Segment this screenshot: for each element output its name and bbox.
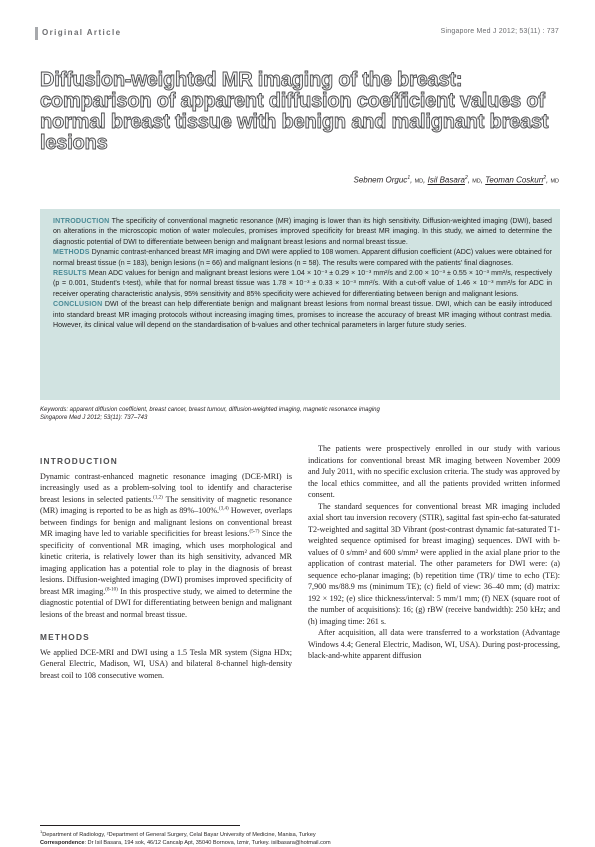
abstract-label: METHODS [53,249,90,257]
body-column-left [40,456,292,681]
section-heading: INTRODUCTION [40,456,119,466]
body-paragraph: After acquisition, all data were transferred to a workstation (Advantage Windows 4.4; General Electric, Madison, WI, USA). During post-processing, black-and-white apparent diffusion [308,628,560,660]
intro-paragraph: Dynamic contrast-enhanced magnetic resonance imaging (DCE-MRI) is increasingly used as a problem-solving tool to identify and characterise breast lesions in selected patients.$^{(1,2)}$ The sensitivity of magnetic resonance (MR) imaging is reported to be as high as 89%–100%.$^{(3,4)}$ However, overlaps between findings for benign and malignant lesions on conventional breast MR imaging have led to variable specificities for breast lesions.$^{(5-7)}$ Since the specificity of conventional MR imaging, which uses morphological and kinetic criteria, is relatively lower than its high sensitivity, advanced MR imaging application has a potential role to play in the diagnosis of breast lesions. Diffusion-weighted imaging (DWI) promises improved specificity of breast MR imaging.$^{(8-10)}$ In this prospective study, we aimed to determine the diagnostic potential of DWI for differentiating between benign and malignant lesions of the breast and normal breast tissue. [40,471,292,619]
abstract-results: RESULTS Mean ADC values for benign and malignant breast lesions were 1.04 × 10⁻³ ± 0.29 × 10⁻³ mm²/s and 2.00 × 10⁻³ ± 0.55 × 10⁻³ mm²/s, respectively (p = 0.001, Student's t-test), while that for normal breast tissue was 1.78 × 10⁻³ ± 0.33 × 10⁻³ mm²/s. With a cut-off value of 1.46 × 10⁻³ mm²/s for ADC in receiver operating characteristic analysis, 95% sensitivity and 85% specificity were achieved for differentiating between benign and malignant lesions. [53,270,553,298]
citation-ref: (5-7) [249,529,260,535]
citation-ref: (1,2) [153,494,163,500]
keywords: Keywords: apparent diffusion coefficient, breast cancer, breast tumour, diffusion-weighted imaging, magnetic resonance imaging [40,407,380,413]
article-title: Diffusion-weighted MR imaging of the breast: comparison of apparent diffusion coefficient values of normal breast tissue with benign and malignant breast lesions [40,69,549,154]
author-name: Sebnem Orguc [353,175,408,185]
body-column-right [308,443,560,662]
author-degree: MD [414,178,424,185]
footnote-divider [40,825,240,826]
citation-ref: (8-10) [105,586,118,592]
abstract-box [40,209,560,400]
abstract-introduction: INTRODUCTION The specificity of conventional magnetic resonance (MR) imaging is lower than its high sensitivity. Diffusion-weighted imaging (DWI), based on alterations in the microscopic motion of water molecules, promises improved specificity for breast MR imaging. In this study, we aimed to determine the diagnostic potential of DWI to differentiate between benign and malignant breast lesions and normal breast tissue. [53,218,552,246]
methods-paragraph: We applied DCE-MRI and DWI using a 1.5 Tesla MR system (Signa HDx; General Electric, Madison, WI, USA) and bilateral 8-channel high-density breast coil to 108 consecutive women. [40,647,292,680]
abstract-methods: METHODS Dynamic contrast-enhanced breast MR imaging and DWI were applied to 108 women. Apparent diffusion coefficient (ADC) values were obtained for normal breast tissue (n = 183), benign lesions (n = 66) and malignant lesions (n = 58). The results were compared with the patients' final diagnoses. [53,249,552,267]
body-paragraph: The patients were prospectively enrolled in our study with various indications for conventional breast MR imaging between November 2009 and July 2011, with no specific exclusion criteria. The study was approved by the local ethics committee, and all the patients provided written informed consent. [308,444,560,499]
body-paragraph: The standard sequences for conventional breast MR imaging included axial short tau inversion recovery (STIR), sagittal fast spin-echo fat-saturated T2-weighted and sagittal 3D Vibrant (post-contrast dynamic fat-saturated T1-weighted sequence optimised for breast imaging) sequences. DWI with b-values of 0 s/mm² and 600 s/mm² were applied in the axial plane prior to the application of contrast material. The other parameters for DWI were: (a) sequence echo-planar imaging; (b) repetition time (TR)/ time to echo (TE): 7,900 ms/88.9 ms (minimum TE); (c) field of view: 36–40 mm; (d) matrix: 192 × 192; (e) slice thickness/interval: 5 mm/1 mm; (f) NEX (square root of the number of acquisitions): 16; (g) rBW (receive bandwidth): 250 kHz; and (h) imaging time: 261 s. [308,501,560,626]
author-affiliation-mark: 2 [464,175,468,181]
correspondence-note: Correspondence: Dr Isil Basara, 194 sok, 46/12 Cancalp Apt, 35040 Bornova, Izmir, Turkey. isilbasara@hotmail.com [40,839,331,846]
journal-reference: Singapore Med J 2012; 53(11) : 737 [440,28,559,35]
author-affiliation-mark: 2 [543,175,546,181]
footnotes [40,828,560,847]
abstract-label: CONCLUSION [53,301,103,309]
citation-ref: (3,4) [219,506,229,512]
keywords-block [40,406,560,422]
abstract-label: RESULTS [53,270,87,278]
header-accent-bar [35,27,38,40]
author-name: Isil Basara [427,175,465,185]
abstract-label: INTRODUCTION [53,218,110,225]
author-degree: MD [550,178,559,185]
citation: Singapore Med J 2012; 53(11): 737–743 [40,415,148,421]
author-degree: MD [472,178,481,185]
author-list: Sebnem Orguc$^1$, MD, Isil Basara$^2$, MD, Teoman Coskun$^2$, MD [353,175,559,185]
author-affiliation-mark: 1 [407,175,411,181]
affiliation-note: $^1$Department of Radiology, ²Department of General Surgery, Celal Bayar University of Medicine, Manisa, Turkey [40,829,316,838]
section-heading: METHODS [40,632,90,642]
abstract-conclusion: CONCLUSION DWI of the breast can help differentiate benign and malignant breast lesions from normal breast tissue. DWI, which can be easily introduced into standard breast MR imaging protocols without increasing imaging times, promises to increase the accuracy of breast MR imaging without contrast media. However, its clinical value will depend on the standardisation of b-values and other technical parameters in larger future study series. [53,301,552,330]
article-section-label: Original Article [42,28,122,37]
author-name: Teoman Coskun [485,175,544,185]
